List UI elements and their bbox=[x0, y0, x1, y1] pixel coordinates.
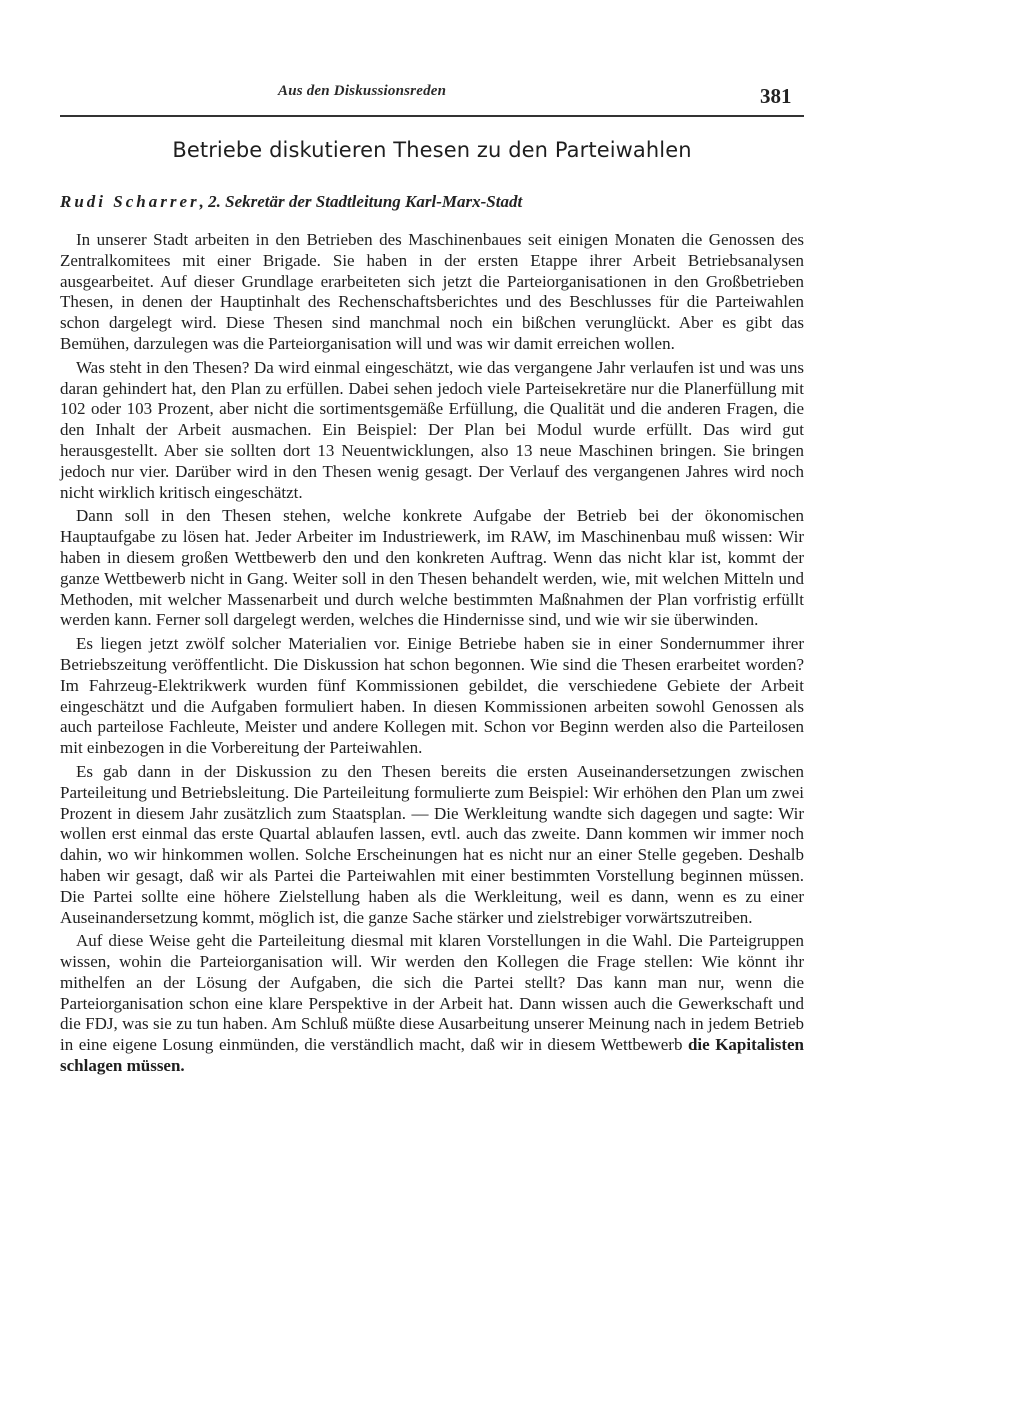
running-head: Aus den Diskussionsreden bbox=[278, 83, 447, 99]
article-title: Betriebe diskutieren Thesen zu den Parteiwahlen bbox=[172, 138, 692, 162]
speaker-line bbox=[60, 192, 804, 212]
closing-bold-phrase: die Kapitalisten schlagen müssen. bbox=[60, 1035, 804, 1076]
paragraph-5: Es gab dann in der Diskussion zu den Thesen bereits die ersten Auseinandersetzungen zwischen Parteileitung und Betriebsleitung. Die Parteileitung formulierte zum Beispiel: Wir erhöhen den Plan um zwei Prozent in diesem Jahr zusätzlich zum Staatsplan. — Die Werkleitung wandte sich dagegen und sagte: Wir wollen erst einmal das erste Quartal ablaufen lassen, evtl. auch das zweite. Dann kommen wir immer noch dahin, wo wir hinkommen wollen. Solche Erscheinungen hat es nicht nur an einer Stelle gegeben. Deshalb haben wir gesagt, daß wir als Partei die Parteiwahlen mit einer bestimmten Vorstellung beginnen müssen. Die Partei sollte eine höhere Zielstellung haben als die Werkleitung, weil es dann, wenn es zu einer Auseinandersetzung kommt, möglich ist, die ganze Sache stärker und zielstrebiger vorwärtszutreiben. bbox=[60, 761, 804, 927]
paragraph-1: In unserer Stadt arbeiten in den Betrieben des Maschinenbaues seit einigen Monaten die Genossen des Zentralkomitees mit einer Brigade. Sie haben in der ersten Etappe ihrer Arbeit Betriebsanalysen ausgearbeitet. Auf dieser Grundlage erarbeiteten sich jetzt die Parteiorganisationen in den Großbetrieben Thesen, in denen der Hauptinhalt des Rechenschaftsberichtes und des Beschlusses für die Parteiwahlen schon dargelegt wird. Diese Thesen sind manchmal noch ein bißchen verunglückt. Aber es gibt das Bemühen, darzulegen was die Parteiorganisation will und was wir damit erreichen wollen. bbox=[60, 230, 804, 353]
speaker-name: Rudi Scharrer bbox=[60, 192, 200, 211]
article-body bbox=[60, 230, 804, 1077]
paragraph-6-text: Auf diese Weise geht die Parteileitung diesmal mit klaren Vorstellungen in die Wahl. Die Parteigruppen wissen, wohin die Parteiorganisation will. Wir werden den Kollegen die Frage stellen: Wie könnt ihr mithelfen an der Lösung der Aufgaben, die sich die Partei stellt? Das kann man nur, wenn die Parteiorganisation schon eine klare Perspektive in der Arbeit hat. Dann wissen auch die Gewerkschaft und die FDJ, was sie zu tun haben. Am Schluß müßte diese Ausarbeitung unserer Meinung nach in jedem Betrieb in eine eigene Losung einmünden, die verständlich macht, daß wir in diesem Wettbewerb bbox=[60, 931, 804, 1055]
header-rule bbox=[60, 115, 804, 117]
paragraph-2: Was steht in den Thesen? Da wird einmal eingeschätzt, wie das vergangene Jahr verlaufen ist und was uns daran gehindert hat, den Plan zu erfüllen. Dabei sehen jedoch viele Parteisekretäre nur die Planerfüllung mit 102 oder 103 Prozent, aber nicht die sortimentsgemäße Erfüllung, die Qualität und die anderen Fragen, die den Inhalt der Arbeit ausmachen. Ein Beispiel: Der Plan bei Modul wurde erfüllt. Das wird gut herausgestellt. Aber sie sollten dort 13 Neuentwicklungen, also 13 neue Maschinen bringen. Sie bringen jedoch nur vier. Darüber wird in den Thesen wenig gesagt. Der Verlauf des vergangenen Jahres wird noch nicht wirklich kritisch eingeschätzt. bbox=[60, 357, 804, 502]
speaker-role: , 2. Sekretär der Stadtleitung Karl-Marx-Stadt bbox=[199, 192, 523, 211]
paragraph-3: Dann soll in den Thesen stehen, welche konkrete Aufgabe der Betrieb bei der ökonomischen Hauptaufgabe zu lösen hat. Jeder Arbeiter im Industriewerk, im RAW, im Maschinenbau muß wissen: Wir haben in diesem großen Wettbewerb den und den konkreten Auftrag. Wenn das nicht klar ist, kommt der ganze Wettbewerb nicht in Gang. Weiter soll in den Thesen behandelt werden, wie, mit welchen Mitteln und Methoden, mit welcher Massenarbeit und durch welche bestimmten Maßnahmen der Plan vorfristig erfüllt werden kann. Ferner soll dargelegt werden, welches die Hindernisse sind, und wie wir sie überwinden. bbox=[60, 506, 804, 630]
paragraph-4: Es liegen jetzt zwölf solcher Materialien vor. Einige Betriebe haben sie in einer Sondernummer ihrer Betriebszeitung veröffentlicht. Die Diskussion hat schon begonnen. Wie sind die Thesen erarbeitet worden? Im Fahrzeug-Elektrikwerk wurden fünf Kommissionen gebildet, die verschiedene Gebiete der Arbeit eingeschätzt und die Aufgaben formuliert haben. In diesen Kommissionen arbeiten sowohl Genossen als auch parteilose Fachleute, Meister und andere Kollegen mit. Schon vor Beginn werden also die Parteilosen mit einbezogen in die Vorbereitung der Parteiwahlen. bbox=[60, 634, 804, 758]
paragraph-6 bbox=[60, 931, 804, 1077]
page-number: 381 bbox=[760, 84, 792, 108]
